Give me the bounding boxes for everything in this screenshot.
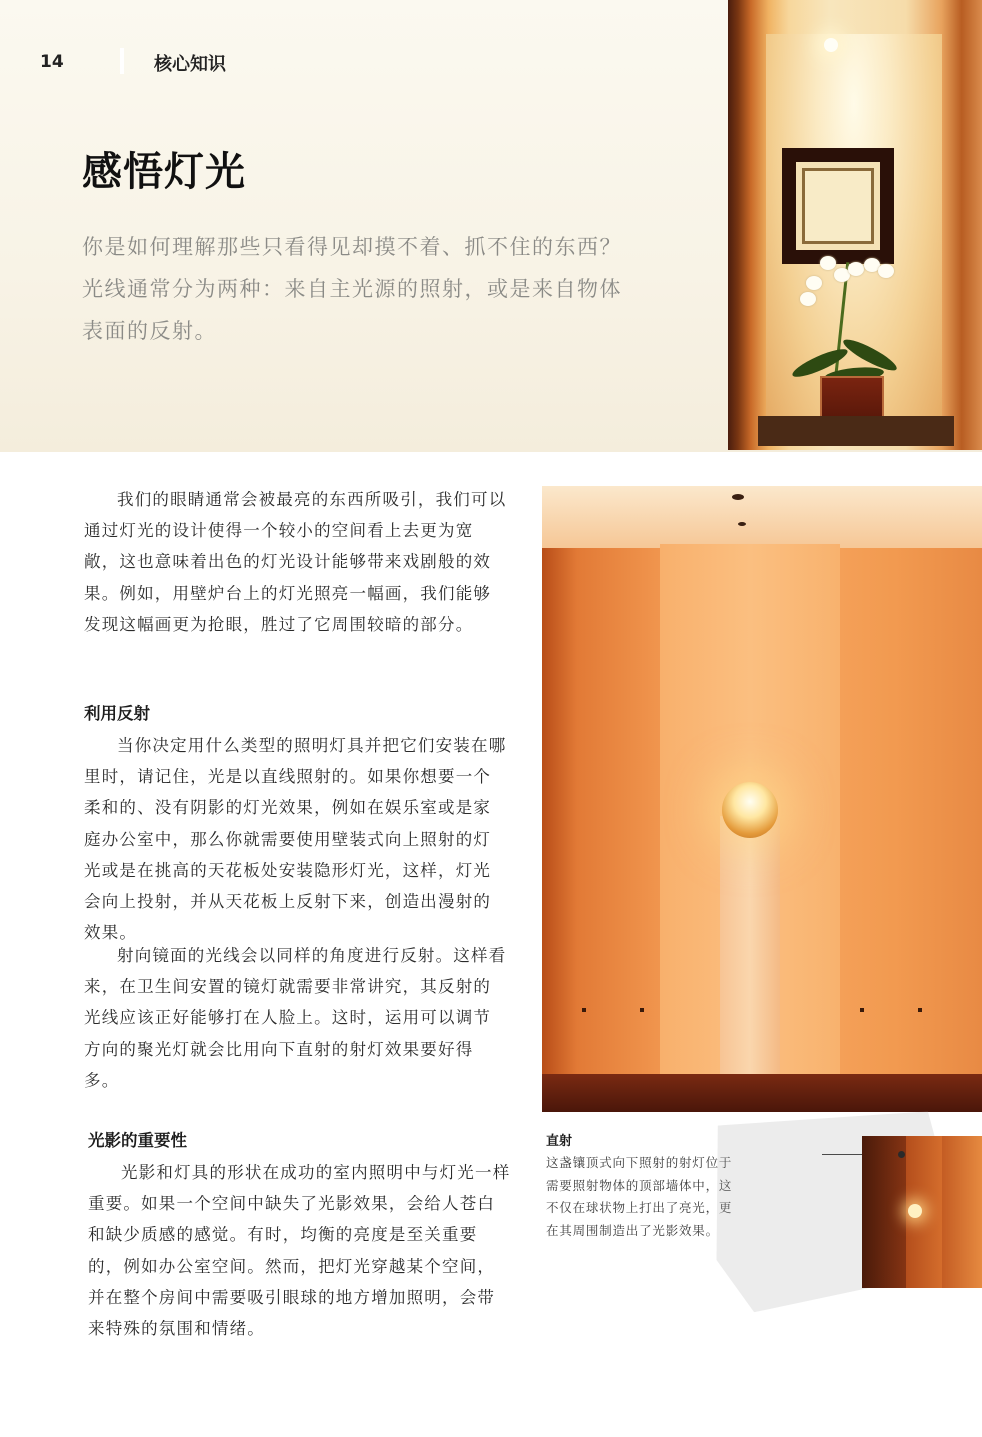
paragraph-1: 我们的眼睛通常会被最亮的东西所吸引，我们可以通过灯光的设计使得一个较小的空间看上去更为宽敞，这也意味着出色的灯光设计能够带来戏剧般的效果。例如，用壁炉台上的灯光照亮一幅画，我们能够发现这幅画更为抢眼，胜过了它周围较暗的部分。 (84, 490, 507, 634)
caption-text: 这盏镶顶式向下照射的射灯位于需要照射物体的顶部墙体中，这不仅在球状物上打出了亮光，更在其周围制造出了光影效果。 (546, 1155, 733, 1238)
leader-dot (898, 1151, 905, 1158)
floor-light (918, 1008, 922, 1012)
orchid-flower (848, 262, 864, 276)
ceiling-downlight (732, 494, 744, 500)
subheading-shadow: 光影的重要性 (88, 1131, 187, 1150)
picture-frame (782, 148, 894, 264)
caption-title: 直射 (546, 1134, 573, 1149)
page-title: 感悟灯光 (82, 149, 246, 195)
orchid-flower (820, 256, 836, 270)
floor-light (582, 1008, 586, 1012)
orchid-flower (800, 292, 816, 306)
detail-lamp-glow (908, 1204, 922, 1218)
section-name: 核心知识 (154, 54, 226, 75)
recessed-light (824, 38, 838, 52)
paragraph-2: 当你决定用什么类型的照明灯具并把它们安装在哪里时，请记住，光是以直线照射的。如果你想要一个柔和的、没有阴影的灯光效果，例如在娱乐室或是家庭办公室中，那么你就需要使用壁装式向上照射的灯光或是在挑高的天花板处安装隐形灯光，这样，灯光会向上投射，并从天花板上反射下来，创造出漫射的效果。 (84, 736, 507, 943)
orchid-flower (806, 276, 822, 290)
paragraph-3: 射向镜面的光线会以同样的角度进行反射。这样看来，在卫生间安置的镜灯就需要非常讲究，其反射的光线应该正好能够打在人脸上。这时，运用可以调节方向的聚光灯就会比用向下直射的射灯效果要好得多。 (84, 946, 507, 1090)
niche-shelf (758, 416, 954, 446)
ceiling-downlight (738, 522, 746, 526)
pedestal (720, 816, 780, 1084)
ceiling (542, 486, 982, 548)
downlight-detail-photo (862, 1136, 982, 1288)
flower-pot (820, 376, 884, 420)
paragraph-4: 光影和灯具的形状在成功的室内照明中与灯光一样重要。如果一个空间中缺失了光影效果，会给人苍白和缺少质感的感觉。有时，均衡的亮度是至关重要的，例如办公室空间。然而，把灯光穿越某个空间，并在整个房间中需要吸引眼球的地方增加照明，会带来特殊的氛围和情绪。 (88, 1163, 511, 1339)
subheading-reflection: 利用反射 (84, 704, 150, 723)
header-divider (120, 48, 124, 74)
niche-orchid-photo (728, 0, 982, 450)
page-number: 14 (40, 52, 64, 72)
frame-mat (802, 168, 874, 244)
lit-pedestal-photo (542, 486, 982, 1112)
intro-text: 你是如何理解那些只看得见却摸不着、抓不住的东西？光线通常分为两种：来自主光源的照射，或是来自物体表面的反射。 (82, 235, 622, 343)
glowing-sphere-lamp (722, 782, 778, 838)
floor-light (640, 1008, 644, 1012)
orchid-flower (878, 264, 894, 278)
floor-light (860, 1008, 864, 1012)
floor (542, 1074, 982, 1112)
